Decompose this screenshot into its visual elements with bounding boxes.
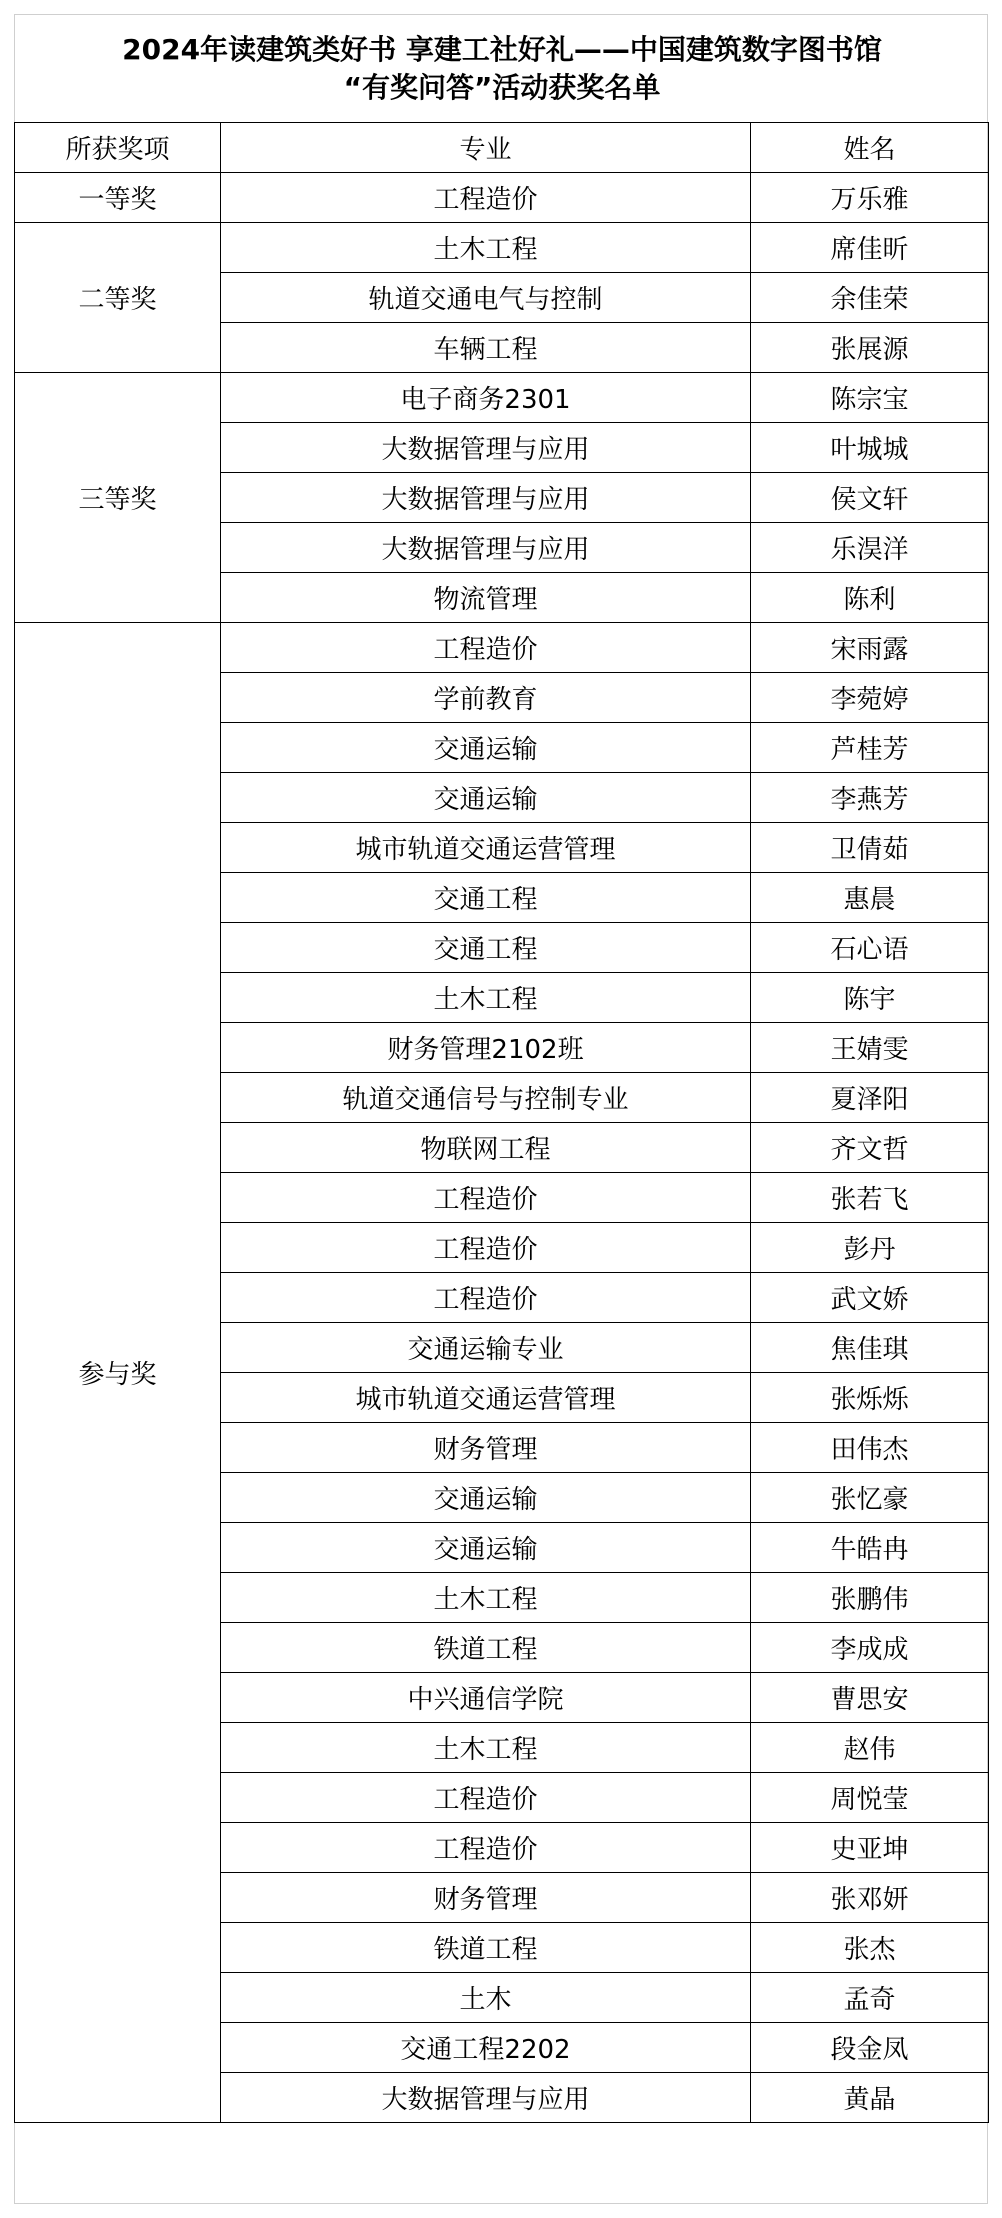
table-body <box>15 173 989 2123</box>
name-cell: 李菀婷 <box>751 673 989 723</box>
major-cell: 土木工程 <box>221 1723 751 1773</box>
major-cell: 铁道工程 <box>221 1623 751 1673</box>
name-cell: 孟奇 <box>751 1973 989 2023</box>
major-cell: 车辆工程 <box>221 323 751 373</box>
major-cell: 交通运输 <box>221 773 751 823</box>
name-cell: 张烁烁 <box>751 1373 989 1423</box>
name-cell: 陈宗宝 <box>751 373 989 423</box>
table-row <box>15 373 989 423</box>
name-cell: 彭丹 <box>751 1223 989 1273</box>
name-cell: 乐淏洋 <box>751 523 989 573</box>
major-cell: 大数据管理与应用 <box>221 423 751 473</box>
major-cell: 土木工程 <box>221 1573 751 1623</box>
name-cell: 万乐雅 <box>751 173 989 223</box>
name-cell: 陈利 <box>751 573 989 623</box>
header-major: 专业 <box>221 123 751 173</box>
major-cell: 财务管理2102班 <box>221 1023 751 1073</box>
major-cell: 工程造价 <box>221 1223 751 1273</box>
name-cell: 张忆豪 <box>751 1473 989 1523</box>
name-cell: 张邓妍 <box>751 1873 989 1923</box>
name-cell: 余佳荣 <box>751 273 989 323</box>
name-cell: 黄晶 <box>751 2073 989 2123</box>
major-cell: 交通运输 <box>221 723 751 773</box>
name-cell: 惠晨 <box>751 873 989 923</box>
major-cell: 交通工程 <box>221 923 751 973</box>
name-cell: 赵伟 <box>751 1723 989 1773</box>
award-cell: 二等奖 <box>15 223 221 373</box>
major-cell: 土木工程 <box>221 973 751 1023</box>
major-cell: 大数据管理与应用 <box>221 2073 751 2123</box>
major-cell: 交通运输 <box>221 1523 751 1573</box>
name-cell: 张杰 <box>751 1923 989 1973</box>
table-row <box>15 623 989 673</box>
name-cell: 武文娇 <box>751 1273 989 1323</box>
name-cell: 张若飞 <box>751 1173 989 1223</box>
major-cell: 城市轨道交通运营管理 <box>221 1373 751 1423</box>
major-cell: 工程造价 <box>221 1273 751 1323</box>
major-cell: 铁道工程 <box>221 1923 751 1973</box>
major-cell: 工程造价 <box>221 1173 751 1223</box>
table-header-row <box>15 123 989 173</box>
name-cell: 齐文哲 <box>751 1123 989 1173</box>
name-cell: 曹思安 <box>751 1673 989 1723</box>
name-cell: 李燕芳 <box>751 773 989 823</box>
name-cell: 王婧雯 <box>751 1023 989 1073</box>
table-row <box>15 223 989 273</box>
name-cell: 牛皓冉 <box>751 1523 989 1573</box>
name-cell: 席佳昕 <box>751 223 989 273</box>
name-cell: 陈宇 <box>751 973 989 1023</box>
major-cell: 城市轨道交通运营管理 <box>221 823 751 873</box>
name-cell: 侯文轩 <box>751 473 989 523</box>
major-cell: 财务管理 <box>221 1423 751 1473</box>
award-cell: 三等奖 <box>15 373 221 623</box>
major-cell: 土木工程 <box>221 223 751 273</box>
major-cell: 土木 <box>221 1973 751 2023</box>
major-cell: 交通工程 <box>221 873 751 923</box>
major-cell: 大数据管理与应用 <box>221 523 751 573</box>
major-cell: 轨道交通电气与控制 <box>221 273 751 323</box>
major-cell: 工程造价 <box>221 173 751 223</box>
award-cell: 一等奖 <box>15 173 221 223</box>
major-cell: 电子商务2301 <box>221 373 751 423</box>
major-cell: 交通工程2202 <box>221 2023 751 2073</box>
name-cell: 焦佳琪 <box>751 1323 989 1373</box>
name-cell: 段金凤 <box>751 2023 989 2073</box>
major-cell: 工程造价 <box>221 623 751 673</box>
name-cell: 周悦莹 <box>751 1773 989 1823</box>
name-cell: 夏泽阳 <box>751 1073 989 1123</box>
major-cell: 学前教育 <box>221 673 751 723</box>
major-cell: 物流管理 <box>221 573 751 623</box>
name-cell: 石心语 <box>751 923 989 973</box>
title-line-1: 2024年读建筑类好书 享建工社好礼——中国建筑数字图书馆 <box>122 33 882 66</box>
header-name: 姓名 <box>751 123 989 173</box>
name-cell: 李成成 <box>751 1623 989 1673</box>
table-row <box>15 173 989 223</box>
major-cell: 物联网工程 <box>221 1123 751 1173</box>
major-cell: 财务管理 <box>221 1873 751 1923</box>
major-cell: 大数据管理与应用 <box>221 473 751 523</box>
major-cell: 交通运输专业 <box>221 1323 751 1373</box>
name-cell: 张鹏伟 <box>751 1573 989 1623</box>
name-cell: 卫倩茹 <box>751 823 989 873</box>
header-award: 所获奖项 <box>15 123 221 173</box>
major-cell: 交通运输 <box>221 1473 751 1523</box>
name-cell: 叶城城 <box>751 423 989 473</box>
title-line-2: “有奖问答”活动获奖名单 <box>343 71 661 104</box>
name-cell: 芦桂芳 <box>751 723 989 773</box>
major-cell: 工程造价 <box>221 1773 751 1823</box>
name-cell: 宋雨露 <box>751 623 989 673</box>
major-cell: 轨道交通信号与控制专业 <box>221 1073 751 1123</box>
name-cell: 张展源 <box>751 323 989 373</box>
major-cell: 工程造价 <box>221 1823 751 1873</box>
award-list-table <box>14 122 989 2123</box>
name-cell: 史亚坤 <box>751 1823 989 1873</box>
major-cell: 中兴通信学院 <box>221 1673 751 1723</box>
name-cell: 田伟杰 <box>751 1423 989 1473</box>
document-title <box>15 31 989 107</box>
award-cell: 参与奖 <box>15 623 221 2123</box>
